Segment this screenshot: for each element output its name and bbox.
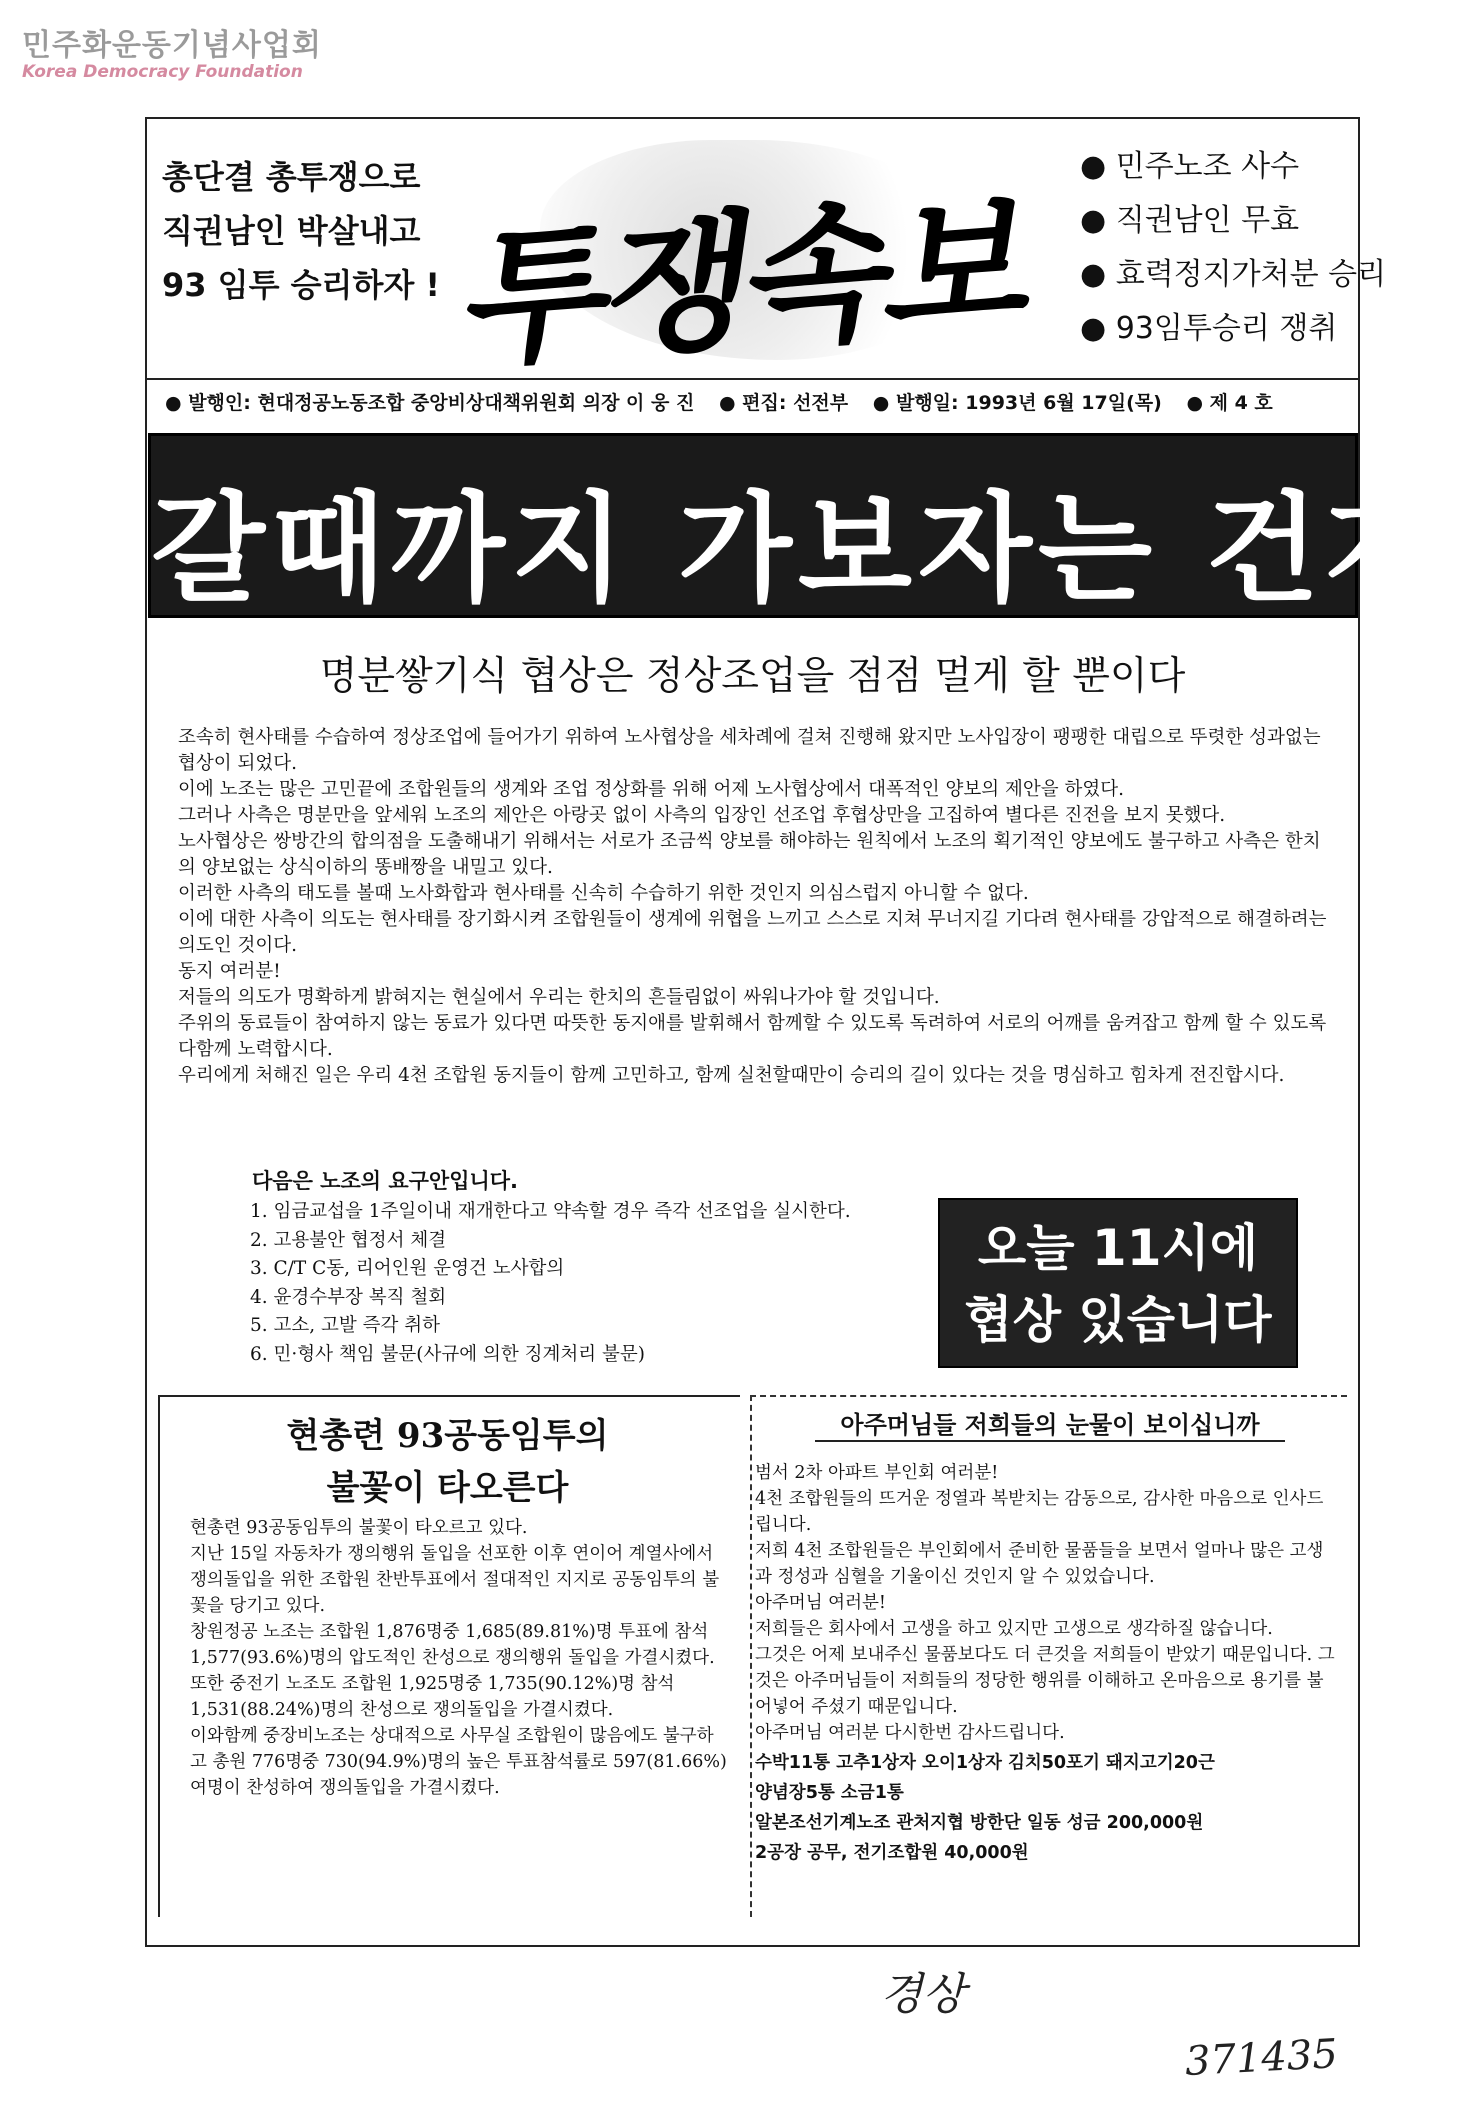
demand-item: 6. 민·형사 책임 불문(사규에 의한 징계처리 불문)	[250, 1343, 645, 1365]
demand-item: 3. C/T C동, 리어인원 운영건 노사합의	[250, 1258, 565, 1279]
right-article-title: 아주머님들 저희들의 눈물이 보이십니까	[840, 1410, 1260, 1439]
subheadline: 명분쌓기식 협상은 정상조업을 점점 멀게 할 뿐이다	[319, 654, 1186, 699]
header-divider	[145, 378, 1360, 380]
donation-line: 2공장 공무, 전기조합원 40,000원	[755, 1843, 1029, 1863]
right-paragraph: 저희 4천 조합원들은 부인회에서 준비한 물품들을 보면서 얼마나 많은 고생과 정성과 심혈을 기울이신 것인지 알 수 있었습니다.	[755, 1541, 1324, 1587]
left-paragraph: 창원정공 노조는 조합원 1,876명중 1,685(89.81%)명 투표에 참석 1,577(93.6%)명의 압도적인 찬성으로 쟁의행위 돌입을 가결시켰다.	[190, 1622, 715, 1668]
slogan-right-item: ● 효력정지가처분 승리	[1080, 257, 1387, 292]
article-paragraph: 이에 노조는 많은 고민끝에 조합원들의 생계와 조업 정상화를 위해 어제 노사협상에서 대폭적인 양보의 제안을 하였다.	[178, 779, 1125, 800]
slogan-left-line: 직권남인 박살내고	[162, 212, 421, 250]
left-article-title	[160, 1410, 735, 1514]
right-paragraph: 아주머님 여러분!	[755, 1593, 886, 1613]
slogan-left	[162, 150, 452, 312]
article-paragraph: 조속히 현사태를 수습하여 정상조업에 들어가기 위하여 노사협상을 세차례에 걸쳐 진행해 왔지만 노사입장이 팽팽한 대립으로 뚜렷한 성과없는 협상이 되었다.	[178, 727, 1321, 774]
left-paragraph: 또한 중전기 노조도 조합원 1,925명중 1,735(90.12%)명 참석 1,531(88.24%)명의 찬성으로 쟁의돌입을 가결시켰다.	[190, 1674, 675, 1720]
article-paragraph: 노사협상은 쌍방간의 합의점을 도출해내기 위해서는 서로가 조금씩 양보를 해야하는 원칙에서 노조의 획기적인 양보에도 불구하고 사측은 한치의 양보없는 상식이하의 똥배짱을 내밀고 있다.	[178, 831, 1321, 878]
article-paragraph: 동지 여러분!	[178, 961, 281, 982]
right-paragraph: 범서 2차 아파트 부인회 여러분!	[755, 1463, 999, 1483]
article-paragraph: 이러한 사측의 태도를 볼때 노사화합과 현사태를 신속히 수습하기 위한 것인지 의심스럽지 아니할 수 없다.	[178, 883, 1029, 904]
demand-item: 2. 고용불안 협정서 체결	[250, 1229, 447, 1251]
publisher: ● 발행인: 현대정공노동조합 중앙비상대책위원회 의장 이 웅 진	[165, 392, 695, 414]
notice-line: 오늘 11시에	[977, 1219, 1259, 1277]
right-title-underline	[815, 1440, 1285, 1442]
demands-list	[250, 1198, 910, 1369]
article-paragraph: 우리에게 처해진 일은 우리 4천 조합원 동지들이 함께 고민하고, 함께 실천할때만이 승리의 길이 있다는 것을 명심하고 힘차게 전진합시다.	[178, 1065, 1285, 1086]
article-paragraph: 그러나 사측은 명분만을 앞세워 노조의 제안은 아랑곳 없이 사측의 입장인 선조업 후협상만을 고집하여 별다른 진전을 보지 못했다.	[178, 805, 1226, 826]
negotiation-notice	[938, 1198, 1298, 1368]
issue-number: ● 제 4 호	[1186, 392, 1273, 414]
article-paragraph: 주위의 동료들이 참여하지 않는 동료가 있다면 따뜻한 동지애를 발휘해서 함께할 수 있도록 독려하여 서로의 어깨를 움켜잡고 함께 할 수 있도록 다함께 노력합시다.	[178, 1013, 1327, 1060]
handwritten-number: 371435	[1183, 2031, 1339, 2085]
masthead	[450, 140, 1050, 389]
slogan-right	[1080, 140, 1387, 356]
slogan-right-item: ● 93임투승리 쟁취	[1080, 311, 1338, 346]
demand-item: 4. 윤경수부장 복직 철회	[250, 1286, 447, 1308]
headline-banner	[148, 433, 1446, 618]
donation-line: 수박11통 고추1상자 오이1상자 김치50포기 돼지고기20근	[755, 1753, 1215, 1773]
left-paragraph: 현총련 93공동임투의 불꽃이 타오르고 있다.	[190, 1518, 528, 1538]
demand-item: 1. 임금교섭을 1주일이내 재개한다고 약속할 경우 즉각 선조업을 실시한다.	[250, 1201, 851, 1222]
notice-line: 협상 있습니다	[964, 1291, 1272, 1349]
main-article	[178, 725, 1330, 1089]
right-paragraph: 4천 조합원들의 뜨거운 정열과 복받치는 감동으로, 감사한 마음으로 인사드립니다.	[755, 1489, 1324, 1535]
publish-date: ● 발행일: 1993년 6월 17일(목)	[872, 392, 1162, 414]
donation-line: 양념장5통 소금1통	[755, 1783, 904, 1803]
right-article-body	[755, 1460, 1335, 1866]
slogan-left-line: 93 임투 승리하자 !	[162, 266, 441, 304]
article-paragraph: 이에 대한 사측이 의도는 현사태를 장기화시켜 조합원들이 생계에 위협을 느끼고 스스로 지쳐 무너지길 기다려 현사태를 강압적으로 해결하려는 의도인 것이다.	[178, 909, 1327, 956]
left-title-line: 불꽃이 타오른다	[326, 1468, 569, 1508]
right-paragraph: 그것은 어제 보내주신 물품보다도 더 큰것을 저희들이 받았기 때문입니다. 그것은 아주머님들이 저희들의 정당한 행위를 이해하고 온마음으로 용기를 불어넣어 주셨기 때문입니다.	[755, 1645, 1335, 1717]
slogan-right-item: ● 직권남인 무효	[1080, 203, 1300, 238]
left-title-line: 현총련 93공동임투의	[286, 1416, 609, 1456]
watermark-korean: 민주화운동기념사업회	[22, 28, 322, 63]
editor: ● 편집: 선전부	[718, 392, 849, 414]
masthead-title: 투쟁속보	[454, 173, 1042, 389]
watermark-english: Korea Democracy Foundation	[22, 62, 303, 82]
right-paragraph: 저희들은 회사에서 고생을 하고 있지만 고생으로 생각하질 않습니다.	[755, 1619, 1273, 1639]
left-paragraph: 이와함께 중장비노조는 상대적으로 사무실 조합원이 많음에도 불구하고 총원 776명중 730(94.9%)명의 높은 투표참석률로 597(81.66%)여명이 찬성하여 쟁의돌입을 가결시켰다.	[190, 1726, 727, 1798]
demands-title: 다음은 노조의 요구안입니다.	[252, 1169, 519, 1193]
left-article-body	[190, 1515, 730, 1801]
demand-item: 5. 고소, 고발 즉각 취하	[250, 1315, 441, 1336]
publication-info	[165, 388, 1345, 415]
slogan-left-line: 총단결 총투쟁으로	[162, 158, 421, 196]
handwritten-note: 경상	[880, 1969, 966, 2020]
donation-line: 알본조선기계노조 관처지협 방한단 일동 성금 200,000원	[755, 1813, 1204, 1833]
article-paragraph: 저들의 의도가 명확하게 밝혀지는 현실에서 우리는 한치의 흔들림없이 싸워나가야 할 것입니다.	[178, 987, 940, 1008]
slogan-right-item: ● 민주노조 사수	[1080, 149, 1300, 184]
headline: 갈때까지 가보자는 건가	[151, 480, 1446, 618]
left-paragraph: 지난 15일 자동차가 쟁의행위 돌입을 선포한 이후 연이어 계열사에서 쟁의돌입을 위한 조합원 찬반투표에서 절대적인 지지로 공동임투의 불꽃을 당기고 있다.	[190, 1544, 720, 1616]
right-paragraph: 아주머님 여러분 다시한번 감사드립니다.	[755, 1723, 1065, 1743]
